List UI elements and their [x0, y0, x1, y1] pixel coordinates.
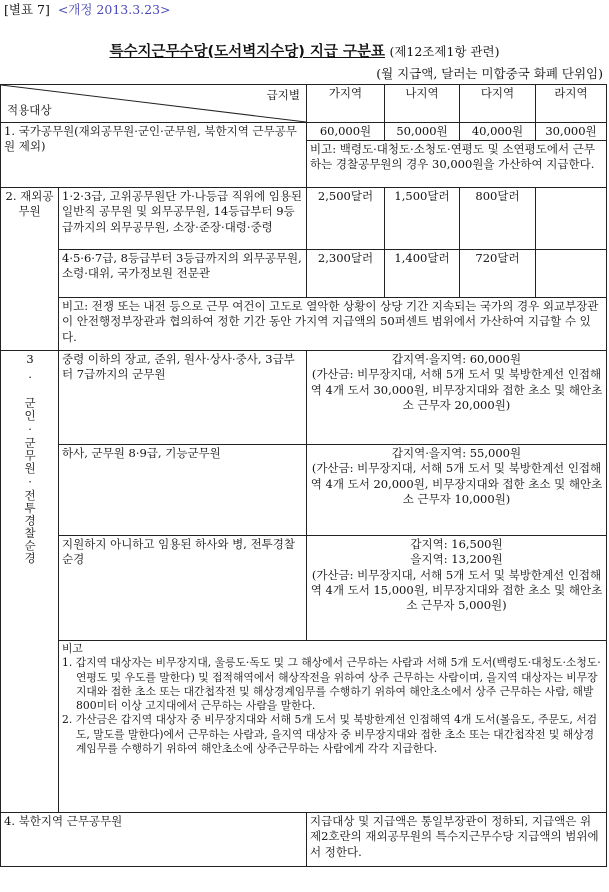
amount-cell: 60,000원 — [307, 123, 385, 141]
row3-sub2-label: 하사, 군무원 8·9급, 기능군무원 — [59, 445, 307, 536]
grade-header: 라지역 — [536, 85, 607, 123]
amount-line: 갑지역·을지역: 55,000원 — [391, 446, 522, 461]
row3-sub3-amount — [307, 536, 607, 641]
amount-cell: 40,000원 — [460, 123, 536, 141]
title-main: 특수지근무수당(도서벽지수당) 지급 구분표 — [109, 44, 385, 60]
unit-note: (월 지급액, 달러는 미합중국 화폐 단위임) — [376, 66, 603, 81]
grade-header: 가지역 — [307, 85, 385, 123]
amount-cell: 2,300달러 — [307, 250, 385, 298]
amount-cell: 50,000원 — [385, 123, 460, 141]
page-title — [0, 40, 609, 61]
row2-sub2-label: 4·5·6·7급, 8등급부터 3등급까지의 외무공무원, 소령·대위, 국가정보원 전문관 — [59, 250, 307, 298]
amount-line: (가산금: 비무장지대, 서해 5개 도서 및 북방한계선 인접해역 4개 도서 30,000원, 비무장지대와 접한 초소 및 해안초소 근무자 20,000원) — [310, 367, 603, 412]
amount-cell: 2,500달러 — [307, 188, 385, 250]
amount-line: 갑지역·을지역: 60,000원 — [391, 352, 522, 367]
row3-note — [59, 641, 607, 813]
revision-date: <개정 2013.3.23> — [57, 2, 171, 17]
row4-content: 지급대상 및 지급액은 통일부장관이 정하되, 지급액은 위 제2호란의 재외공무원의 특수지근무수당 지급액의 범위에서 정한다. — [307, 813, 607, 867]
row3-group-label — [1, 351, 59, 813]
amount-cell: 800달러 — [460, 188, 536, 250]
row3-note-title: 비고 — [62, 642, 83, 656]
grade-header: 나지역 — [385, 85, 460, 123]
amount-cell: 720달러 — [460, 250, 536, 298]
row3-sub2-amount — [307, 445, 607, 536]
allowance-table — [0, 84, 607, 867]
row2-note: 비고: 전쟁 또는 내전 등으로 근무 여건이 고도로 열악한 상황이 상당 기간 지속되는 국가의 경우 외교부장관이 안전행정부장관과 협의하여 정한 기간 동안 가지역 지급액의 50퍼센트 범위에서 가산하여 지급할 수 있다. — [59, 298, 607, 351]
annex-label: [별표 7] — [4, 2, 50, 17]
amount-line: 갑지역: 16,500원 — [410, 537, 503, 552]
row3-group-text: 3. 군인·군무원·전투경찰순경 — [23, 352, 38, 565]
row3-sub1-label: 중령 이하의 장교, 준위, 원사·상사·중사, 3급부터 7급까지의 군무원 — [59, 351, 307, 445]
row3-sub1-amount — [307, 351, 607, 445]
corner-bottom-label: 적용대상 — [7, 102, 52, 117]
row4-label: 4. 북한지역 근무공무원 — [1, 813, 307, 867]
header-row — [1, 85, 607, 123]
row2-group-text: 2. 재외공무원 — [5, 189, 54, 219]
row1-note: 비고: 백령도·대청도·소청도·연평도 및 소연평도에서 근무하는 경찰공무원의 경우 30,000원을 가산하여 지급한다. — [307, 141, 607, 188]
amount-cell — [536, 188, 607, 250]
amount-cell: 1,500달러 — [385, 188, 460, 250]
note-item: 2. 가산금은 갑지역 대상자 중 비무장지대와 서해 5개 도서 및 북방한계선 인접해역 4개 도서(볼음도, 주문도, 서검도, 말도를 말한다)에서 근무하는 사람과, 을지역 대상자 중 비무장지대와 접한 초소 또는 대간첩작전 및 해상경계임무를 수행하기 위하여 해안초소에 상주근무하는 사람에게 각각 지급한다. — [62, 713, 598, 755]
amount-line: (가산금: 비무장지대, 서해 5개 도서 및 북방한계선 인접해역 4개 도서 15,000원, 비무장지대와 접한 초소 및 해안초소 근무자 5,000원) — [310, 567, 603, 612]
row2-sub1-label: 1·2·3급, 고위공무원단 가·나등급 직위에 임용된 일반직 공무원 및 외무공무원, 14등급부터 9등급까지의 외무공무원, 소장·준장·대령·중령 — [59, 188, 307, 250]
row1-label: 1. 국가공무원(재외공무원·군인·군무원, 북한지역 근무공무원 제외) — [1, 123, 307, 188]
grade-header: 다지역 — [460, 85, 536, 123]
amount-cell — [536, 250, 607, 298]
row2-group-label — [1, 188, 59, 351]
amount-cell: 1,400달러 — [385, 250, 460, 298]
amount-cell: 30,000원 — [536, 123, 607, 141]
row3-sub3-label: 지원하지 아니하고 임용된 하사와 병, 전투경찰순경 — [59, 536, 307, 641]
note-item: 1. 갑지역 대상자는 비무장지대, 울릉도·독도 및 그 해상에서 근무하는 사람과 서해 5개 도서(백령도·대청도·소청도·연평도 및 우도를 말한다) 및 접적해역에서 해상작전을 위하여 상주 근무하는 사람이며, 을지역 대상자는 비무장지대와 접한 초소 또는 대간첩작전 및 해상경계임무를 수행하기 위하여 해안초소에서 상주 근무하는 사람, 해발 800미터 이상 고지대에서 근무하는 사람을 말한다. — [62, 656, 601, 713]
title-sub: (제12조제1항 관련) — [389, 44, 500, 59]
annex-header — [4, 0, 171, 18]
corner-cell — [1, 85, 307, 123]
amount-line: (가산금: 비무장지대, 서해 5개 도서 및 북방한계선 인접해역 4개 도서 20,000원, 비무장지대와 접한 초소 및 해안초소 근무자 10,000원) — [310, 461, 603, 506]
amount-line: 을지역: 13,200원 — [410, 552, 503, 567]
corner-top-label: 급지별 — [266, 88, 300, 102]
